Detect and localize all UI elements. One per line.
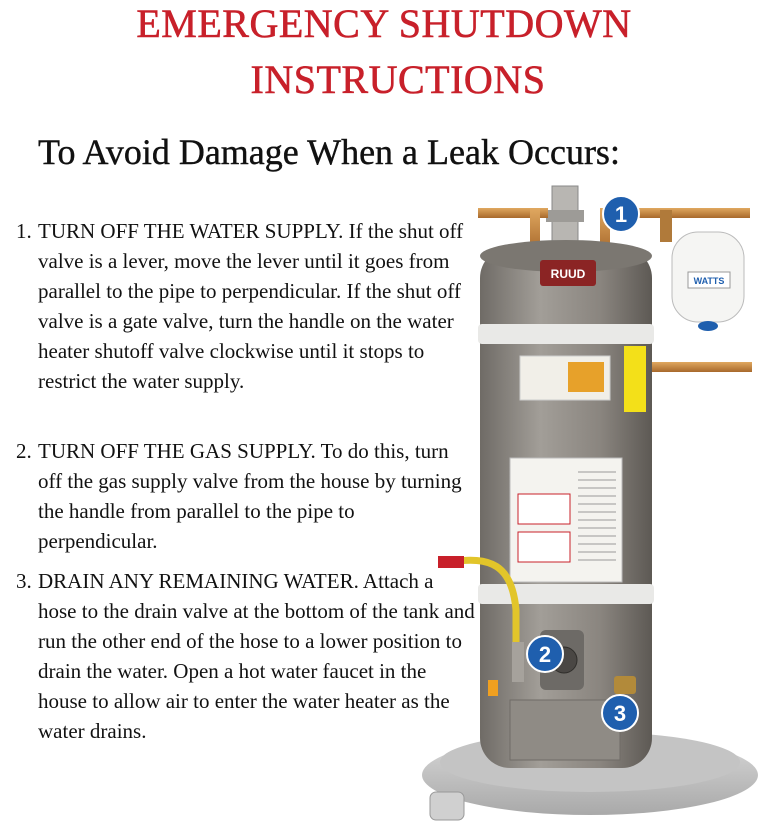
step-number: 3.: [16, 569, 32, 593]
page-title-line2: INSTRUCTIONS: [250, 57, 546, 102]
step-number: 2.: [16, 439, 32, 463]
water-heater-illustration: [400, 160, 760, 836]
step-number: 1.: [16, 219, 32, 243]
tank-strap: [478, 324, 654, 344]
page-title-line1: EMERGENCY SHUTDOWN: [136, 1, 632, 46]
step-text: TURN OFF THE WATER SUPPLY. If the shut off valve is a lever, move the lever until it goes from parallel to the pipe to perpendicular. If the shut off valve is a gate valve, turn the handle on the water heater shutoff valve clockwise until it stops to restrict the water supply.: [38, 219, 464, 393]
callout-3: [602, 695, 638, 731]
callout-1: [603, 196, 639, 232]
pan-drain-fitting: [430, 792, 464, 820]
drain-valve: [614, 676, 636, 694]
tank-label: WATTS: [693, 276, 725, 286]
callout-number: 1: [614, 202, 628, 227]
copper-pipe: [640, 362, 752, 372]
callout-number: 2: [538, 642, 552, 667]
page-subtitle: To Avoid Damage When a Leak Occurs:: [38, 132, 620, 172]
step-text: DRAIN ANY REMAINING WATER. Attach a hose to the drain valve at the bottom of the tank and run the other end of the hose to a lower position to drain the water. Open a hot water faucet in the house to allow air to enter the water heater as the water drains.: [38, 569, 475, 743]
step-text: TURN OFF THE GAS SUPPLY. To do this, turn off the gas supply valve from the house by turning the handle from parallel to the pipe to perpendicular.: [38, 439, 462, 553]
tank-strap: [478, 584, 654, 604]
callout-number: 3: [613, 701, 627, 726]
callout-2: [527, 636, 563, 672]
warning-tag: [624, 346, 646, 412]
brand-label: RUUD: [550, 267, 586, 281]
